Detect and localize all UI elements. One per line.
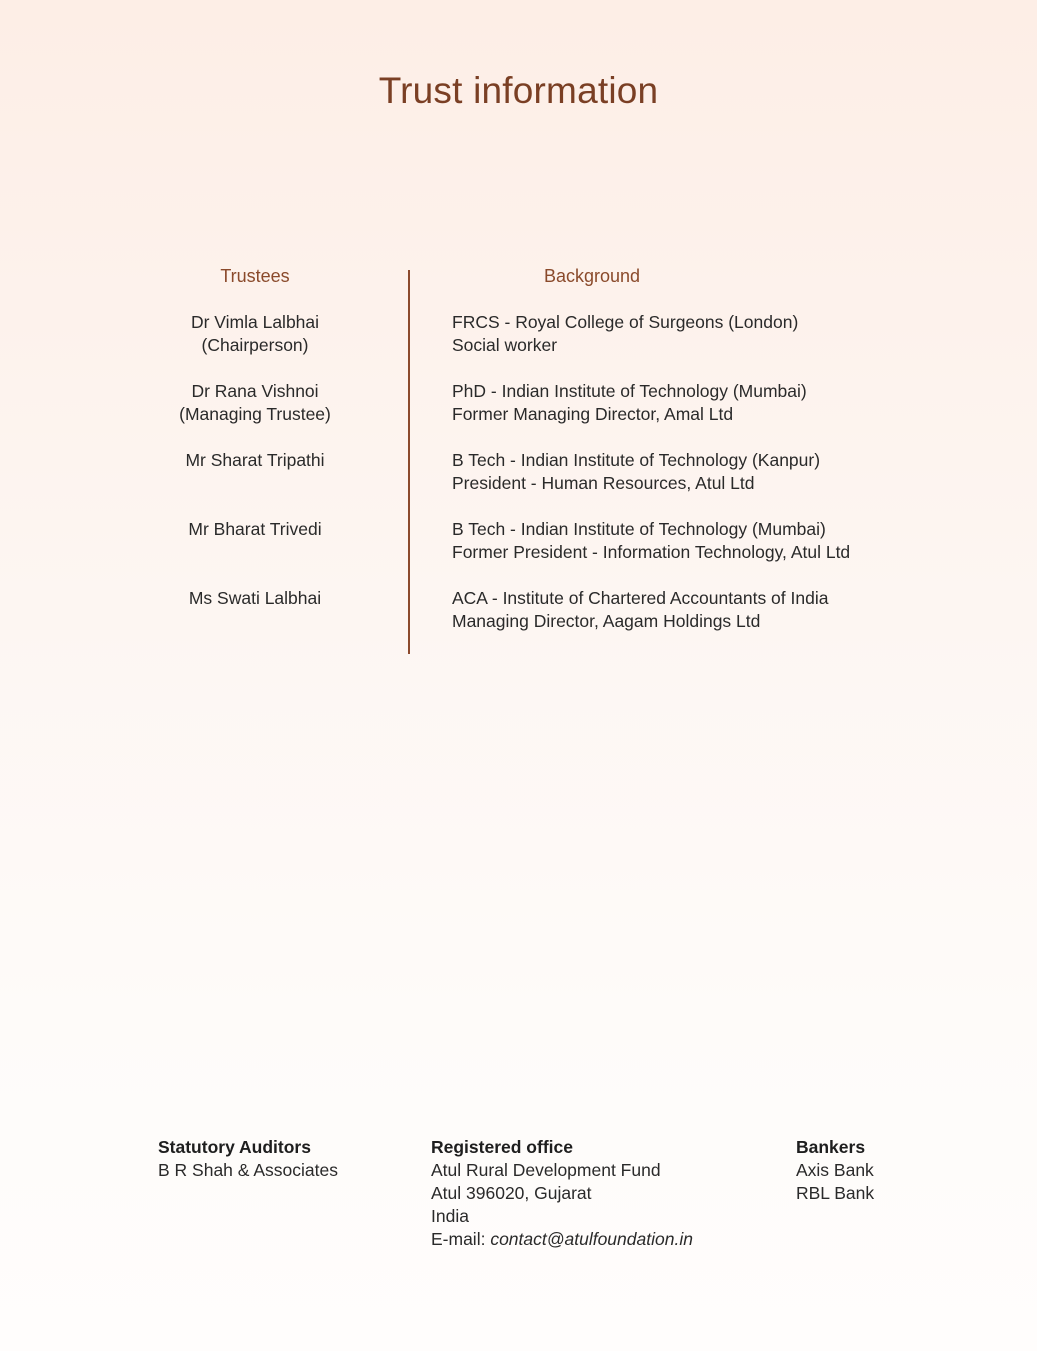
trustee-entry [130,587,380,610]
background-line: Social worker [452,335,558,355]
email-label: E-mail: [431,1229,491,1249]
background-line: B Tech - Indian Institute of Technology (Mumbai) [452,519,826,539]
statutory-auditors-block [158,1136,338,1182]
trustee-entry [130,380,380,426]
trustee-background [452,449,1012,495]
registered-office-block [431,1136,693,1251]
background-line: Former Managing Director, Amal Ltd [452,404,734,424]
column-divider [408,270,410,654]
background-line: Managing Director, Aagam Holdings Ltd [452,611,761,631]
trustee-name: Mr Bharat Trivedi [188,519,322,539]
office-line: India [431,1206,469,1226]
bankers-title: Bankers [796,1137,866,1157]
background-line: President - Human Resources, Atul Ltd [452,473,755,493]
trustee-entry [130,311,380,357]
email-link[interactable]: contact@atulfoundation.in [490,1229,693,1249]
trustee-background [452,518,1012,564]
auditors-title: Statutory Auditors [158,1137,311,1157]
trustee-name: Dr Rana Vishnoi [191,381,319,401]
trustee-entry [130,449,380,472]
trustee-background [452,380,1012,426]
office-title: Registered office [431,1137,573,1157]
trustees-header: Trustees [220,266,290,286]
office-email-line [431,1228,693,1251]
background-line: Former President - Information Technology, Atul Ltd [452,542,851,562]
trustee-role: (Chairperson) [201,335,309,355]
office-line: Atul 396020, Gujarat [431,1183,592,1203]
trustee-name: Dr Vimla Lalbhai [190,312,320,332]
background-line: PhD - Indian Institute of Technology (Mumbai) [452,381,807,401]
background-line: B Tech - Indian Institute of Technology (Kanpur) [452,450,821,470]
trustee-background [452,311,1012,357]
background-line: ACA - Institute of Chartered Accountants of India [452,588,829,608]
office-line: Atul Rural Development Fund [431,1160,661,1180]
trustee-role: (Managing Trustee) [179,404,331,424]
trustee-background [452,587,1012,633]
trustee-name: Ms Swati Lalbhai [188,588,322,608]
bankers-block [796,1136,874,1205]
bank-name: RBL Bank [796,1183,875,1203]
background-header: Background [543,266,641,286]
background-line: FRCS - Royal College of Surgeons (London) [452,312,799,332]
bank-name: Axis Bank [796,1160,874,1180]
page-title: Trust information [378,70,659,111]
trustee-name: Mr Sharat Tripathi [185,450,325,470]
auditors-name: B R Shah & Associates [158,1160,338,1180]
trustee-entry [130,518,380,541]
